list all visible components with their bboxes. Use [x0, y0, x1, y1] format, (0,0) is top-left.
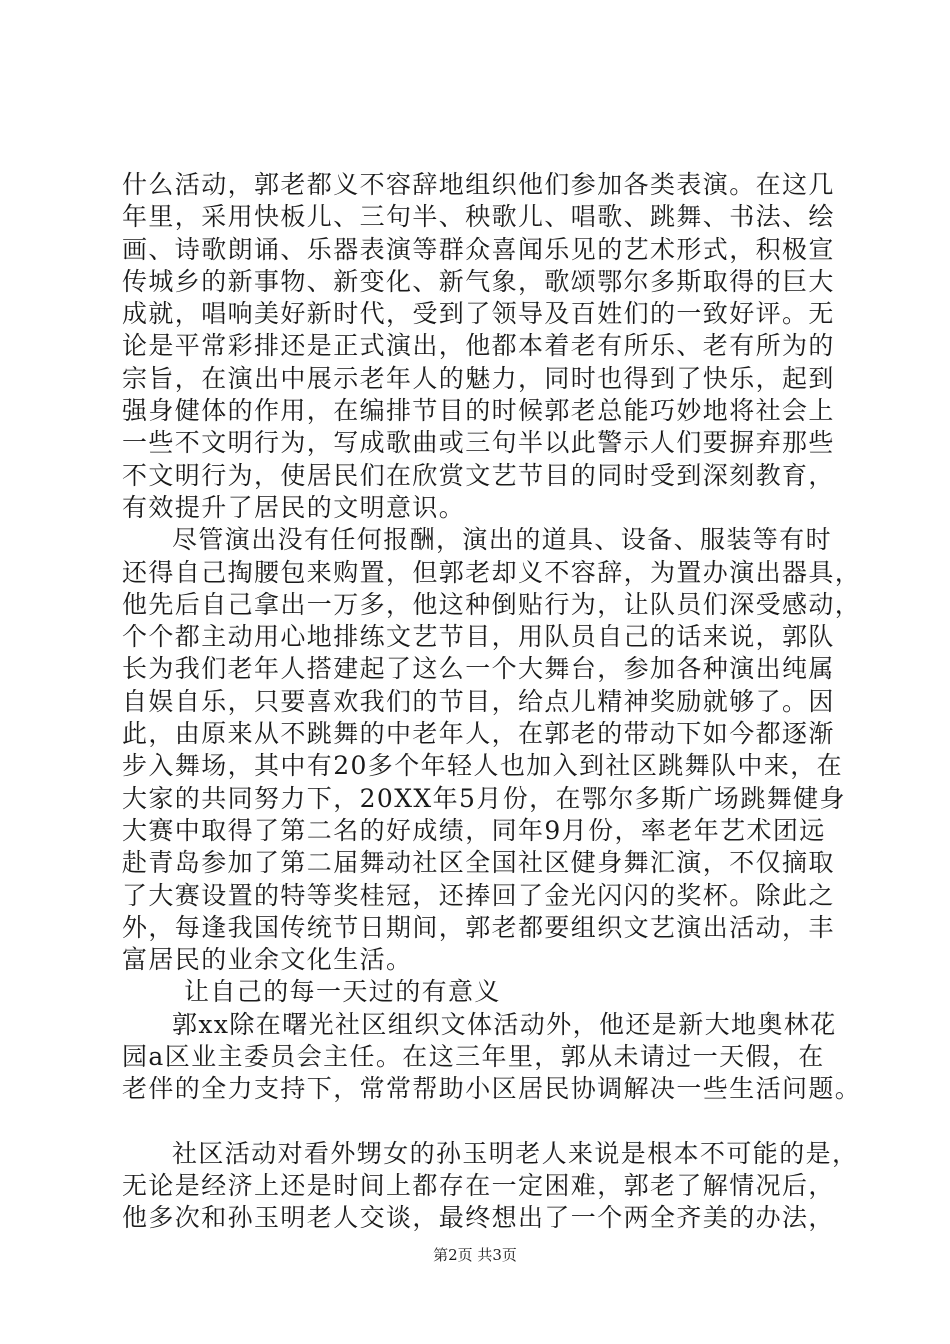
text-line: 他多次和孙玉明老人交谈，最终想出了一个两全齐美的办法， [122, 1203, 835, 1233]
text-line: 大家的共同努力下，20XX年5月份，在鄂尔多斯广场跳舞健身 [122, 783, 846, 813]
paragraph-first-line: 尽管演出没有任何报酬，演出的道具、设备、服装等有时 [172, 525, 833, 555]
text-line: 老伴的全力支持下，常常帮助小区居民协调解决一些生活问题。 [122, 1074, 862, 1104]
text-line: 还得自己掏腰包来购置，但郭老却义不容辞，为置办演出器具， [122, 557, 862, 587]
section-heading: 让自己的每一天过的有意义 [184, 977, 501, 1007]
text-line: 自娱自乐，只要喜欢我们的节目，给点儿精神奖励就够了。因 [122, 686, 835, 716]
page-footer [0, 1245, 950, 1265]
text-line: 不文明行为，使居民们在欣赏文艺节目的同时受到深刻教育， [122, 460, 835, 490]
text-line: 赴青岛参加了第二届舞动社区全国社区健身舞汇演，不仅摘取 [122, 848, 835, 878]
text-line: 外，每逢我国传统节日期间，郭老都要组织文艺演出活动，丰 [122, 912, 835, 942]
text-line: 成就，唱响美好新时代，受到了领导及百姓们的一致好评。无 [122, 299, 835, 329]
text-line: 他先后自己拿出一万多，他这种倒贴行为，让队员们深受感动， [122, 589, 862, 619]
text-line: 了大赛设置的特等奖桂冠，还捧回了金光闪闪的奖杯。除此之 [122, 880, 835, 910]
text-line: 年里，采用快板儿、三句半、秧歌儿、唱歌、跳舞、书法、绘 [122, 202, 835, 232]
text-line: 强身健体的作用，在编排节目的时候郭老总能巧妙地将社会上 [122, 396, 835, 426]
text-line: 无论是经济上还是时间上都存在一定困难，郭老了解情况后， [122, 1170, 835, 1200]
text-line: 此，由原来从不跳舞的中老年人，在郭老的带动下如今都逐渐 [122, 719, 835, 749]
text-line: 有效提升了居民的文明意识。 [122, 492, 466, 522]
text-line: 画、诗歌朗诵、乐器表演等群众喜闻乐见的艺术形式，积极宣 [122, 234, 835, 264]
page-indicator: 第2页 共3页 [433, 1246, 517, 1264]
paragraph-gap [122, 1106, 834, 1138]
text-line: 传城乡的新事物、新变化、新气象，歌颂鄂尔多斯取得的巨大 [122, 266, 835, 296]
paragraph-first-line: 社区活动对看外甥女的孙玉明老人来说是根本不可能的是， [172, 1138, 859, 1168]
text-line: 步入舞场，其中有20多个年轻人也加入到社区跳舞队中来，在 [122, 751, 844, 781]
paragraph-first-line: 郭xx除在曙光社区组织文体活动外，他还是新大地奥林花 [172, 1009, 837, 1039]
text-line: 宗旨，在演出中展示老年人的魅力，同时也得到了快乐，起到 [122, 363, 835, 393]
text-line: 一些不文明行为，写成歌曲或三句半以此警示人们要摒弃那些 [122, 428, 835, 458]
text-line: 大赛中取得了第二名的好成绩，同年9月份，率老年艺术团远 [122, 815, 826, 845]
text-line: 什么活动，郭老都义不容辞地组织他们参加各类表演。在这几 [122, 170, 835, 199]
body-text [122, 169, 862, 1235]
text-line: 富居民的业余文化生活。 [122, 945, 413, 975]
text-line: 长为我们老年人搭建起了这么一个大舞台，参加各种演出纯属 [122, 654, 835, 684]
text-line: 园a区业主委员会主任。在这三年里，郭从未请过一天假，在 [122, 1042, 825, 1072]
text-line: 个个都主动用心地排练文艺节目，用队员自己的话来说，郭队 [122, 622, 835, 652]
text-line: 论是平常彩排还是正式演出，他都本着老有所乐、老有所为的 [122, 331, 835, 361]
